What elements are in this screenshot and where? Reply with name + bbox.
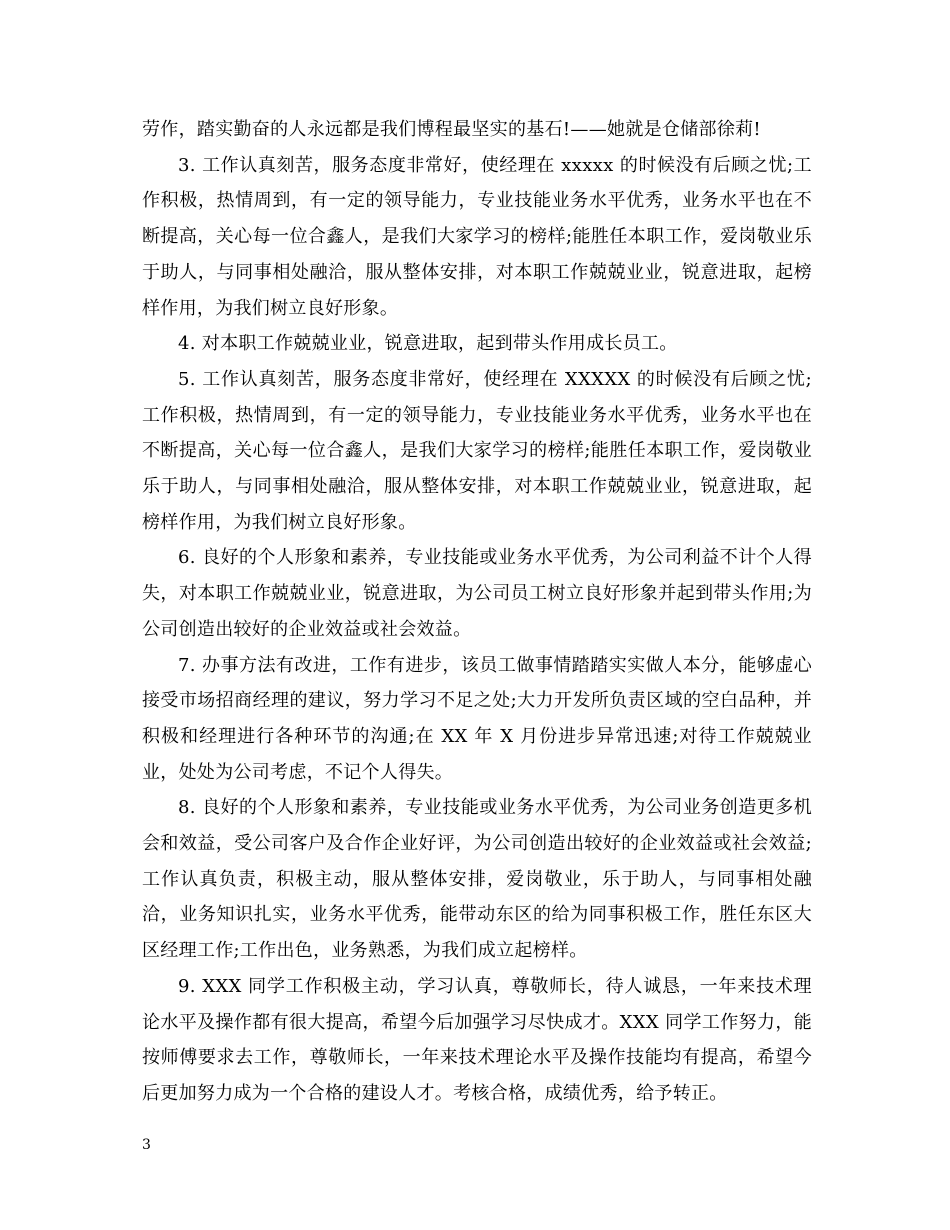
paragraph-item-4: 4. 对本职工作兢兢业业，锐意进取，起到带头作用成长员工。: [178, 333, 678, 355]
paragraph-continuation: 劳作，踏实勤奋的人永远都是我们博程最坚实的基石!——她就是仓储部徐莉!: [142, 119, 761, 140]
paragraph-item-7: 7. 办事方法有改进，工作有进步，该员工做事情踏踏实实做人本分，能够虚心接受市场招商经理的建议，努力学习不足之处;大力开发所负责区域的空白品种，并积极和经理进行各种环节的沟通;在 XX 年 X 月份进步异常迅速;对待工作兢兢业业，处处为公司考虑，不记个人得失。: [142, 654, 812, 783]
paragraph-item-3: 3. 工作认真刻苦，服务态度非常好，使经理在 xxxxx 的时候没有后顾之忧;工作积极，热情周到，有一定的领导能力，专业技能业务水平优秀，业务水平也在不断提高，关心每一位合鑫人，是我们大家学习的榜样;能胜任本职工作，爱岗敬业乐于助人，与同事相处融洽，服从整体安排，对本职工作兢兢业业，锐意进取，起榜样作用，为我们树立良好形象。: [142, 154, 812, 319]
paragraph-item-6: 6. 良好的个人形象和素养，专业技能或业务水平优秀，为公司利益不计个人得失，对本职工作兢兢业业，锐意进取，为公司员工树立良好形象并起到带头作用;为公司创造出较好的企业效益或社会效益。: [142, 547, 812, 640]
paragraph-item-9: 9. XXX 同学工作积极主动，学习认真，尊敬师长，待人诚恳，一年来技术理论水平及操作都有很大提高，希望今后加强学习尽快成才。XXX 同学工作努力，能按师傅要求去工作，尊敬师长，一年来技术理论水平及操作技能均有提高，希望今后更加努力成为一个合格的建设人才。考核合格，成绩优秀，给予转正。: [142, 975, 812, 1104]
paragraph-item-5: 5. 工作认真刻苦，服务态度非常好，使经理在 XXXXX 的时候没有后顾之忧;工作积极，热情周到，有一定的领导能力，专业技能业务水平优秀，业务水平也在不断提高，关心每一位合鑫人，是我们大家学习的榜样;能胜任本职工作，爱岗敬业乐于助人，与同事相处融洽，服从整体安排，对本职工作兢兢业业，锐意进取，起榜样作用，为我们树立良好形象。: [142, 368, 812, 533]
document-body: [142, 112, 812, 1112]
paragraph-item-8: 8. 良好的个人形象和素养，专业技能或业务水平优秀，为公司业务创造更多机会和效益，受公司客户及合作企业好评，为公司创造出较好的企业效益或社会效益;工作认真负责，积极主动，服从整体安排，爱岗敬业，乐于助人，与同事相处融洽，业务知识扎实，业务水平优秀，能带动东区的给为同事积极工作，胜任东区大区经理工作;工作出色，业务熟悉，为我们成立起榜样。: [142, 797, 812, 962]
page-number: 3: [142, 1137, 151, 1153]
